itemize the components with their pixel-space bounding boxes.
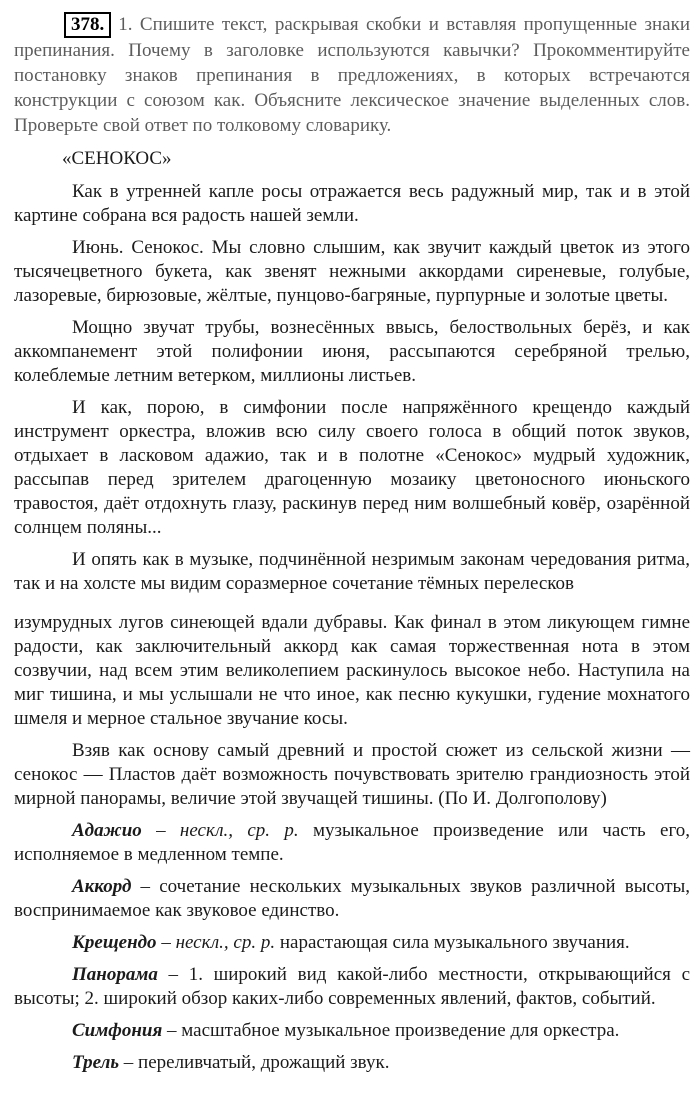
glossary-definition: 1. широкий вид какой-либо местности, открывающийся с высоты; 2. широкий обзор каких-либо современных явлений, фактов, событий. bbox=[14, 964, 691, 1009]
glossary-term: Трель bbox=[72, 1052, 120, 1073]
glossary-entry: Симфония – масштабное музыкальное произведение для оркестра. bbox=[72, 1020, 620, 1041]
glossary-definition: музыкальное произведение или часть его, исполняемое в медленном темпе. bbox=[14, 820, 691, 865]
glossary-term: Аккорд bbox=[72, 876, 132, 897]
text-title: «СЕНОКОС» bbox=[62, 148, 172, 169]
glossary-grammar: нескл., ср. р. bbox=[175, 932, 276, 953]
glossary-term: Панорама bbox=[72, 964, 158, 985]
text-paragraph: И как, порою, в симфонии после напряжённого крещендо каждый инструмент оркестра, вложив всю силу своего голоса в общий поток звуков, отдыхает в ласковом адажио, так и в полотне «Сенокос» мудрый художник, рассыпав перед зрителем драгоценную мозаику цветоносного июньского травостоя, даёт отдохнуть глазу, раскинув перед ним волшебный ковёр, озарённой солнцем поляны... bbox=[14, 397, 690, 538]
text-paragraph: Как в утренней капле росы отражается весь радужный мир, так и в этой картине собрана вся радость нашей земли. bbox=[14, 181, 690, 226]
glossary-term: Симфония bbox=[72, 1020, 163, 1041]
glossary-definition: сочетание нескольких музыкальных звуков различной высоты, воспринимаемое как звуковое единство. bbox=[14, 876, 691, 921]
glossary-definition: нарастающая сила музыкального звучания. bbox=[279, 932, 630, 953]
glossary-section bbox=[14, 819, 690, 1075]
glossary-entry: Крещендо – нескл., ср. р. нарастающая сила музыкального звучания. bbox=[72, 932, 630, 953]
text-paragraph: изумрудных лугов синеющей вдали дубравы. Как финал в этом ликующем гимне радости, как заключительный аккорд как самая торжественная нота в этом созвучии, над всем этим великолепием раскинулось высокое небо. Наступила на миг тишина, и мы услышали не что иное, как песню кукушки, гудение мохнатого шмеля и мерное стальное звучание косы. bbox=[14, 612, 690, 729]
glossary-entry: Панорама – 1. широкий вид какой-либо местности, открывающийся с высоты; 2. широкий обзор каких-либо современных явлений, фактов, событий. bbox=[14, 964, 691, 1009]
text-paragraph: Мощно звучат трубы, вознесённых ввысь, белоствольных берёз, и как аккомпанемент этой полифонии июня, рассыпаются серебряной трелью, колеблемые летним ветерком, миллионы листьев. bbox=[14, 317, 690, 386]
text-paragraph: И опять как в музыке, подчинённой незримым законам чередования ритма, так и на холсте мы видим соразмерное сочетание тёмных перелесков bbox=[14, 549, 690, 594]
glossary-entry: Трель – переливчатый, дрожащий звук. bbox=[72, 1052, 390, 1073]
glossary-term: Крещендо bbox=[72, 932, 157, 953]
glossary-term: Адажио bbox=[72, 820, 142, 841]
text-paragraph: Июнь. Сенокос. Мы словно слышим, как звучит каждый цветок из этого тысячецветного букета, как звенят нежными аккордами сиреневые, голубые, лазоревые, бирюзовые, жёлтые, пунцово-багряные, пурпурные и золотые цветы. bbox=[14, 237, 690, 306]
exercise-instruction bbox=[14, 12, 690, 138]
glossary-definition: масштабное музыкальное произведение для оркестра. bbox=[181, 1020, 620, 1041]
text-body bbox=[14, 180, 690, 811]
glossary-definition: переливчатый, дрожащий звук. bbox=[138, 1052, 390, 1073]
instruction-text: 1. Спишите текст, раскрывая скобки и вставляя пропущенные знаки препинания. Почему в заголовке используются кавычки? Прокомментируйте постановку знаков препинания в предложениях, в которых встречаются конструкции с союзом как. Объясните лексическое значение выделенных слов. Проверьте свой ответ по толковому словарику. bbox=[14, 14, 690, 136]
text-paragraph: Взяв как основу самый древний и простой сюжет из сельской жизни — сенокос — Пластов даёт возможность почувствовать зрителю грандиозность этой мирной панорамы, величие этой звучащей тишины. (По И. Долгополову) bbox=[14, 740, 690, 809]
glossary-entry: Аккорд – сочетание нескольких музыкальных звуков различной высоты, воспринимаемое как звуковое единство. bbox=[14, 876, 691, 921]
glossary-grammar: нескл., ср. р. bbox=[179, 820, 299, 841]
glossary-entry: Адажио – нескл., ср. р. музыкальное произведение или часть его, исполняемое в медленном темпе. bbox=[14, 820, 691, 865]
exercise-number-box: 378. bbox=[64, 12, 111, 38]
